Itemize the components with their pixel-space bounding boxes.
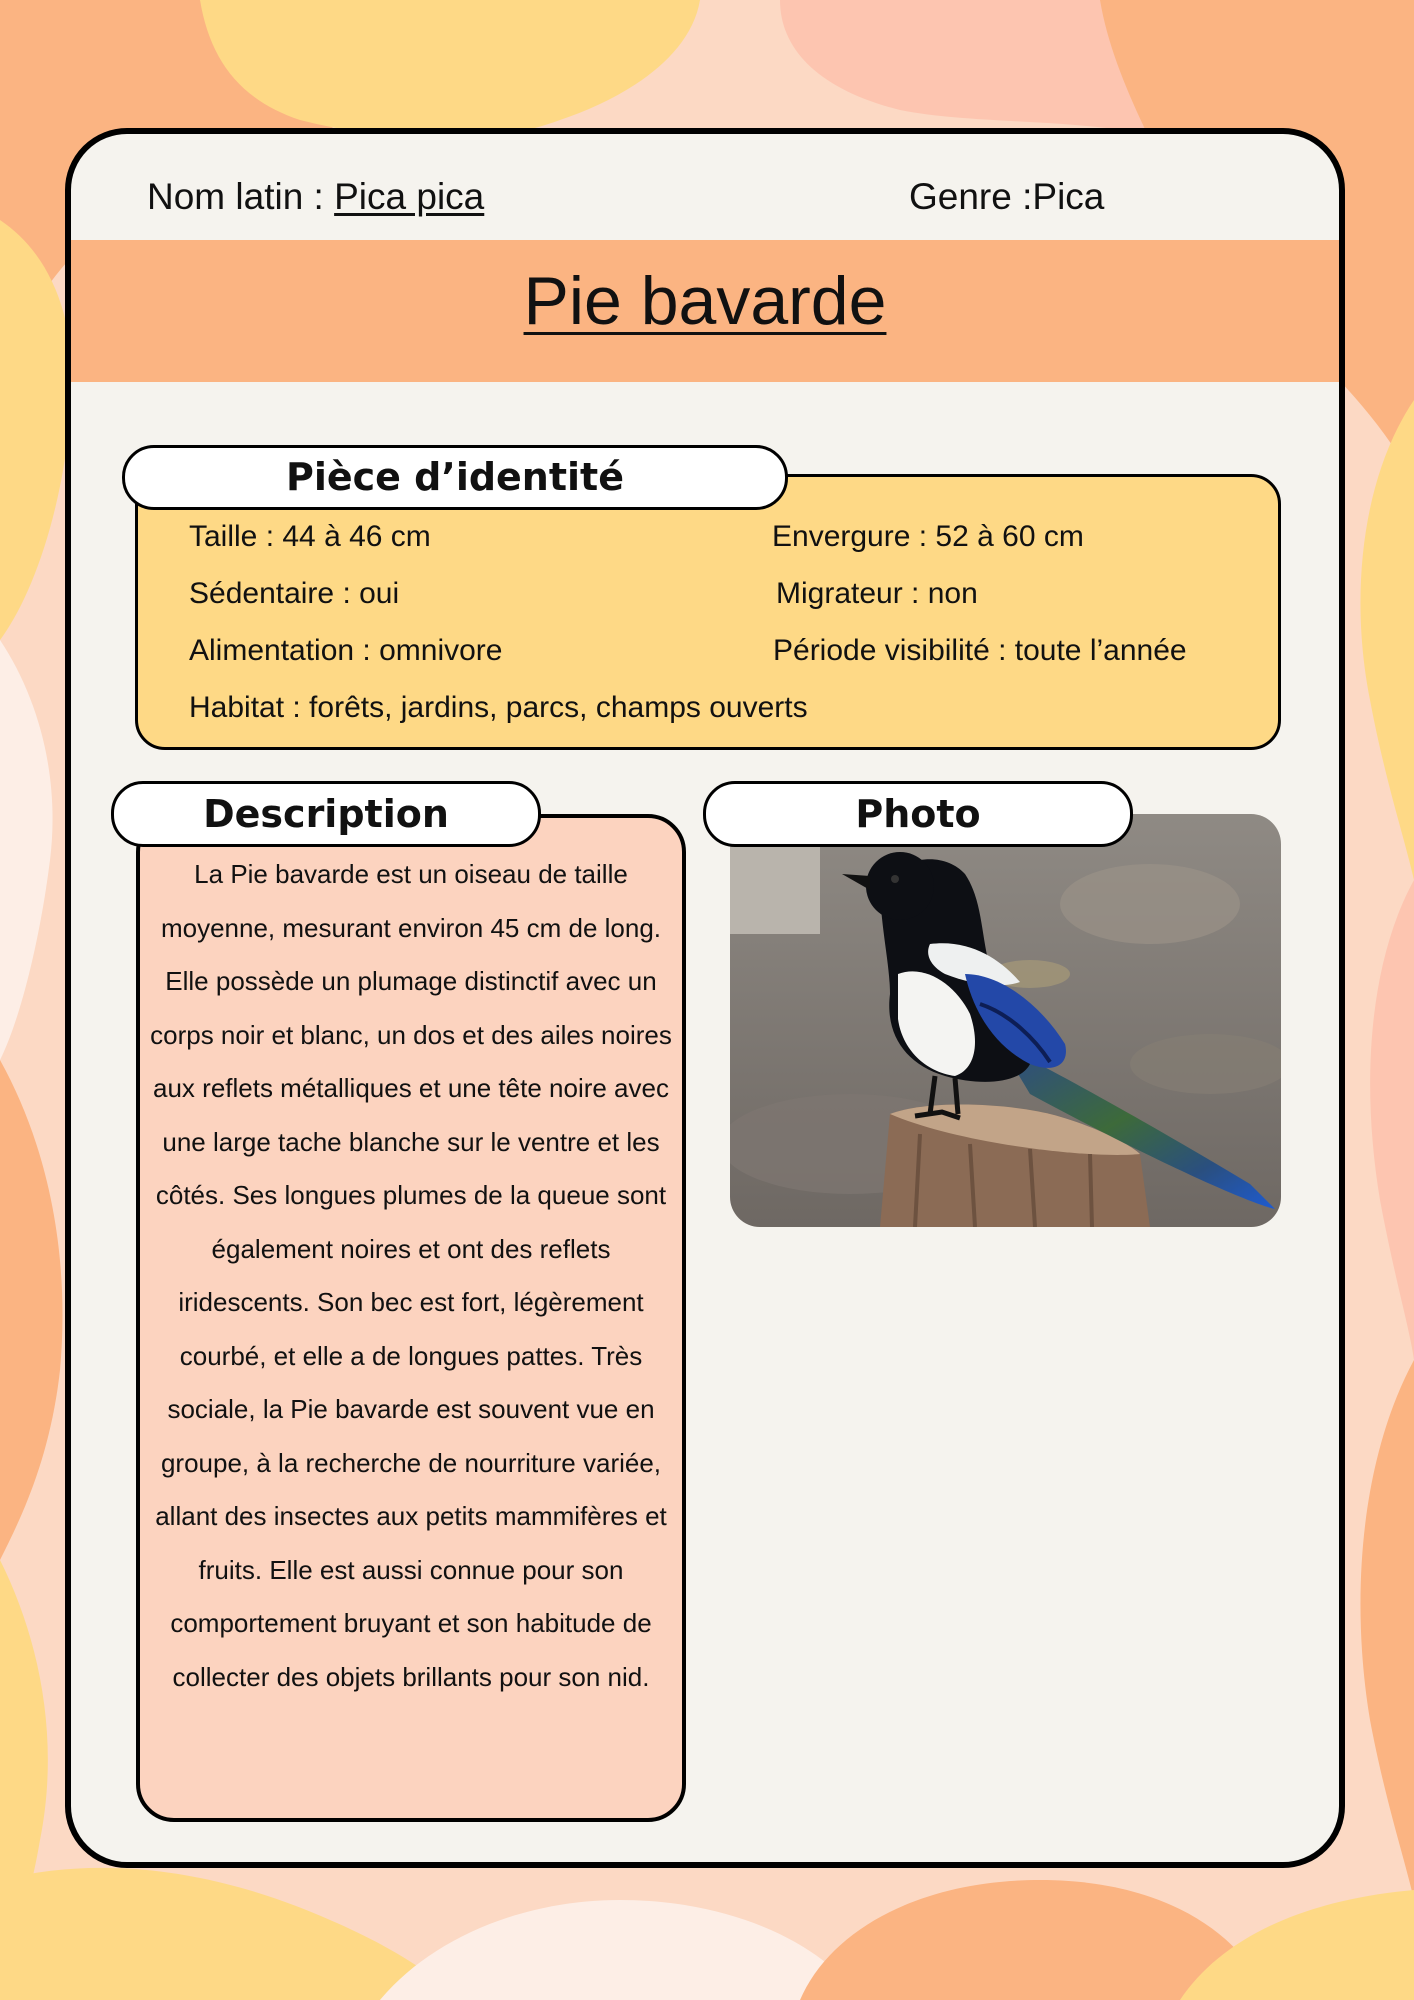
field-taille: Taille : 44 à 46 cm (189, 520, 431, 553)
genus: Genre :Pica (909, 176, 1105, 217)
latin-name-value: Pica pica (334, 176, 485, 217)
species-card (65, 128, 1345, 1868)
page-title: Pie bavarde (523, 263, 887, 339)
field-periode: Période visibilité : toute l’année (773, 634, 1187, 667)
field-habitat: Habitat : forêts, jardins, parcs, champs ouverts (189, 691, 808, 724)
field-sedentaire: Sédentaire : oui (189, 577, 400, 610)
photo-heading: Photo (703, 781, 1133, 847)
latin-name (147, 176, 484, 218)
description-heading: Description (111, 781, 541, 847)
bird-photo (730, 814, 1281, 1227)
field-migrateur: Migrateur : non (776, 577, 978, 610)
description-text: La Pie bavarde est un oiseau de taille moyenne, mesurant environ 45 cm de long. Elle possède un plumage distinctif avec un corps noir et blanc, un dos et des ailes noires aux reflets métalliques et une tête noire avec une large tache blanche sur le ventre et les côtés. Ses longues plumes de la queue sont également noires et ont des reflets iridescents. Son bec est fort, légèrement courbé, et elle a de longues pattes. Très sociale, la Pie bavarde est souvent vue en groupe, à la recherche de nourriture variée, allant des insectes aux petits mammifères et fruits. Elle est aussi connue pour son comportement bruyant et son habitude de collecter des objets brillants pour son nid. (150, 859, 672, 1692)
field-envergure: Envergure : 52 à 60 cm (772, 520, 1084, 553)
latin-name-label: Nom latin : (147, 176, 324, 217)
identity-heading: Pièce d’identité (122, 445, 788, 510)
magpie-illustration (730, 814, 1281, 1227)
field-alimentation: Alimentation : omnivore (189, 634, 503, 667)
